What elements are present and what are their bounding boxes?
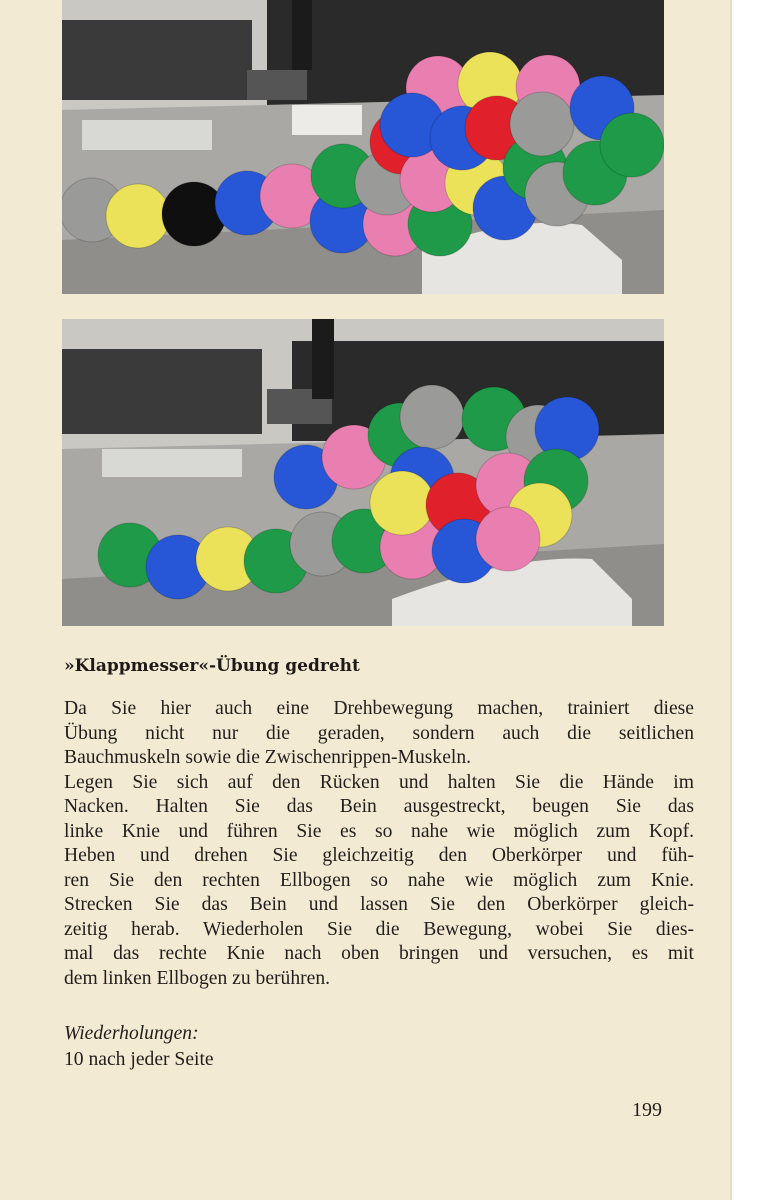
photo-bottom-illustration (62, 319, 664, 626)
description-line: Strecken Sie das Bein und lassen Sie den Oberkörper gleich- (64, 894, 694, 915)
description-line: linke Knie und führen Sie es so nahe wie möglich zum Kopf. (64, 820, 694, 842)
dot-green (600, 113, 664, 177)
dot-yellow (106, 184, 170, 248)
description-line: Übung nicht nur die geraden, sondern auch die seitlichen (64, 722, 694, 744)
description-line: Heben und drehen Sie gleichzeitig den Oberkörper und füh- (64, 845, 694, 866)
repetitions-label: Wiederholungen: (64, 1023, 199, 1044)
dot-gray (510, 92, 574, 156)
page-number: 199 (632, 1099, 662, 1121)
description-line: Legen Sie sich auf den Rücken und halten Sie die Hände im (64, 771, 694, 793)
dot-black (162, 182, 226, 246)
description-line: mal das rechte Knie nach oben bringen und versuchen, es mit (64, 943, 694, 964)
description-line: Da Sie hier auch eine Drehbewegung machen, trainiert diese (64, 698, 694, 719)
repetitions-value: 10 nach jeder Seite (64, 1049, 214, 1070)
dot-pink (476, 507, 540, 571)
dot-gray (400, 385, 464, 449)
photo-top-illustration (62, 0, 664, 294)
description-line: Bauchmuskeln sowie die Zwischenrippen-Muskeln. (64, 747, 472, 768)
description-line: Nacken. Halten Sie das Bein ausgestreckt, beugen Sie das (64, 796, 694, 817)
exercise-photo-bottom (62, 319, 664, 626)
description-line: dem linken Ellbogen zu berühren. (64, 967, 331, 989)
exercise-photo-top (62, 0, 664, 294)
exercise-description (64, 697, 694, 991)
exercise-heading: »Klappmesser«-Übung gedreht (64, 656, 360, 676)
description-line: zeitig herab. Wiederholen Sie die Bewegung, wobei Sie dies- (64, 918, 694, 940)
dot-yellow (370, 471, 434, 535)
description-line: ren Sie den rechten Ellbogen so nahe wie möglich zum Knie. (64, 869, 694, 891)
scan-margin (732, 0, 782, 1200)
